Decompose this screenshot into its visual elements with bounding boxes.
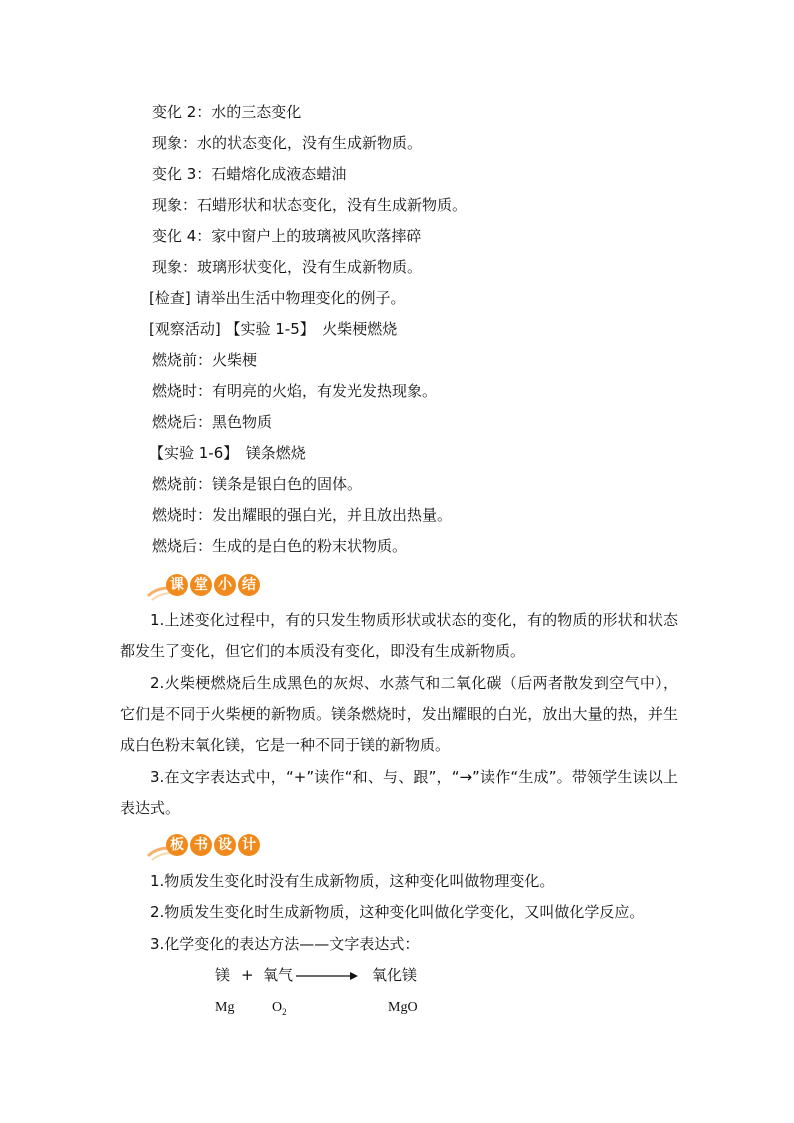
summary-paragraph-3: 3.在文字表达式中，“+”读作“和、与、跟”，“→”读作“生成”。带领学生读以上表达式。: [120, 768, 678, 817]
text-line: 现象：水的状态变化，没有生成新物质。: [152, 134, 423, 152]
equation-reactant-2: 氧气: [263, 966, 294, 984]
text-line: 【实验 1-6】 镁条燃烧: [149, 444, 306, 462]
text-line: 变化 2：水的三态变化: [152, 103, 302, 121]
board-line-2: 2.物质发生变化时生成新物质，这种变化叫做化学变化，又叫做化学反应。: [150, 903, 645, 921]
text-line: 现象：玻璃形状变化，没有生成新物质。: [152, 258, 423, 276]
header-char: 设: [214, 834, 236, 856]
formula-reactant-1: Mg: [215, 1000, 235, 1015]
section-header-summary: [146, 570, 266, 602]
header-char: 课: [166, 574, 188, 596]
header-char: 板: [166, 834, 188, 856]
header-char: 计: [238, 834, 260, 856]
board-line-1: 1.物质发生变化时没有生成新物质，这种变化叫做物理变化。: [150, 872, 555, 890]
text-line: 燃烧时：有明亮的火焰，有发光发热现象。: [152, 382, 438, 400]
text-line: 燃烧前：火柴梗: [152, 351, 258, 369]
equation-product: 氧化镁: [372, 966, 418, 984]
equation-plus: +: [241, 966, 254, 984]
text-line: 燃烧时：发出耀眼的强白光，并且放出热量。: [152, 506, 453, 524]
summary-paragraph-1: 1.上述变化过程中，有的只发生物质形状或状态的变化，有的物质的形状和状态都发生了变化，但它们的本质没有变化，即没有生成新物质。: [120, 611, 678, 660]
summary-paragraph-2: 2.火柴梗燃烧后生成黑色的灰烬、水蒸气和二氧化碳（后两者散发到空气中），它们是不同于火柴梗的新物质。镁条燃烧时，发出耀眼的白光，放出大量的热，并生成白色粉末氧化镁，它是一种不同于镁的新物质。: [120, 674, 678, 754]
board-line-3: 3.化学变化的表达方法——文字表达式：: [150, 935, 420, 953]
section-header-board-design: [146, 830, 266, 862]
text-line: 燃烧后：生成的是白色的粉末状物质。: [152, 537, 408, 555]
text-line: 燃烧前：镁条是银白色的固体。: [152, 475, 363, 493]
arrow-icon: [296, 968, 360, 982]
formula-reactant-2: $O_2$: [272, 1000, 287, 1017]
text-line: 变化 3：石蜡熔化成液态蜡油: [152, 165, 347, 183]
header-char: 书: [190, 834, 212, 856]
header-char: 结: [238, 574, 260, 596]
header-char: 小: [214, 574, 236, 596]
text-line: [观察活动] 【实验 1-5】 火柴梗燃烧: [149, 320, 398, 338]
text-line: 现象：石蜡形状和状态变化，没有生成新物质。: [152, 196, 468, 214]
text-line: [检查] 请举出生活中物理变化的例子。: [149, 289, 406, 307]
formula-product: MgO: [388, 1000, 418, 1015]
equation-reactant-1: 镁: [215, 966, 231, 984]
text-line: 燃烧后：黑色物质: [152, 413, 273, 431]
text-line: 变化 4：家中窗户上的玻璃被风吹落摔碎: [152, 227, 422, 245]
header-char: 堂: [190, 574, 212, 596]
